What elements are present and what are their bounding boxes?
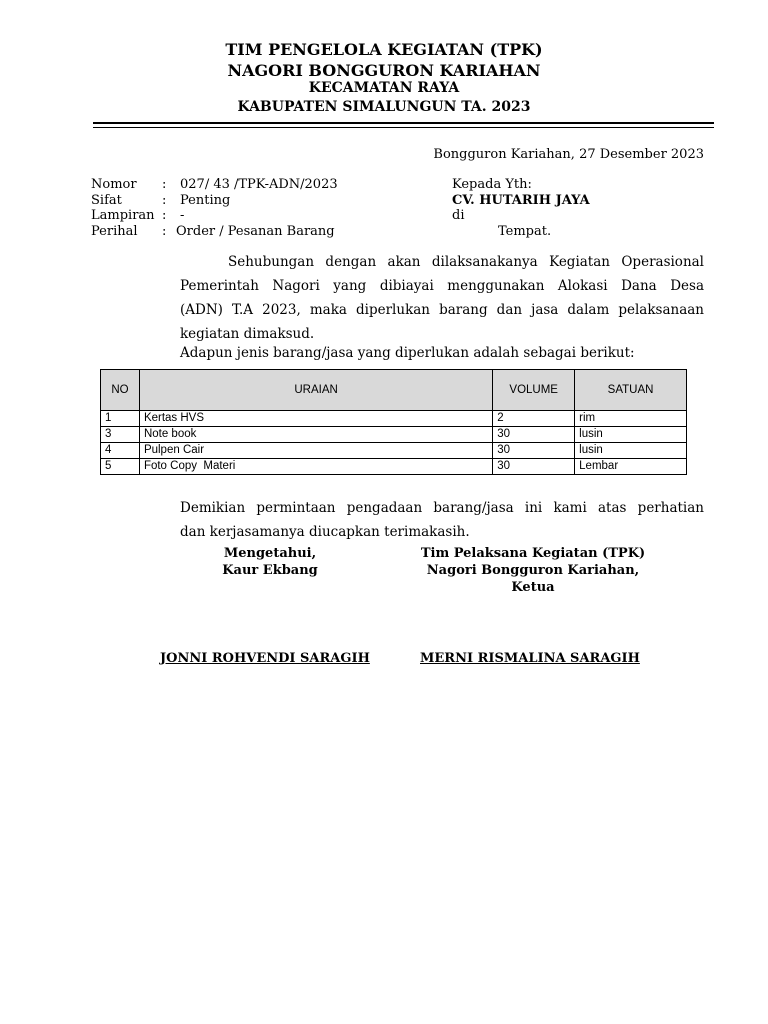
cell-volume: 30 bbox=[493, 427, 575, 443]
body-line: Pemerintah Nagori yang dibiayai menggunakan Alokasi Dana Desa bbox=[180, 278, 704, 294]
table-header-row bbox=[101, 370, 687, 411]
letterhead-kecamatan: KECAMATAN RAYA bbox=[308, 80, 460, 96]
body-line: (ADN) T.A 2023, maka diperlukan barang dan jasa dalam pelaksanaan bbox=[180, 302, 704, 318]
body-line: kegiatan dimaksud. bbox=[180, 326, 315, 342]
recipient-name: CV. HUTARIH JAYA bbox=[452, 193, 590, 208]
cell-volume: 30 bbox=[493, 443, 575, 459]
meta-label-lampiran: Lampiran bbox=[91, 208, 155, 223]
signature-right-line1: Tim Pelaksana Kegiatan (TPK) bbox=[420, 546, 646, 561]
cell-uraian: Note book bbox=[139, 427, 492, 443]
cell-no: 5 bbox=[101, 459, 140, 475]
meta-value-perihal: Order / Pesanan Barang bbox=[176, 224, 335, 239]
cell-satuan: lusin bbox=[575, 443, 687, 459]
table-row bbox=[101, 427, 687, 443]
meta-label-perihal: Perihal bbox=[91, 224, 138, 239]
signature-right-line2: Nagori Bongguron Kariahan, bbox=[426, 563, 640, 578]
table-header-uraian: URAIAN bbox=[139, 370, 492, 411]
recipient-salutation: Kepada Yth: bbox=[452, 177, 532, 192]
cell-satuan: rim bbox=[575, 411, 687, 427]
items-table bbox=[100, 369, 687, 475]
signature-left-line1: Mengetahui, bbox=[223, 546, 317, 561]
cell-no: 3 bbox=[101, 427, 140, 443]
meta-label-nomor: Nomor bbox=[91, 177, 137, 192]
body-line: Demikian permintaan pengadaan barang/jasa ini kami atas perhatian bbox=[180, 500, 704, 516]
letterhead-nagori: NAGORI BONGGURON KARIAHAN bbox=[227, 61, 541, 80]
cell-uraian: Pulpen Cair bbox=[139, 443, 492, 459]
signature-left-line2: Kaur Ekbang bbox=[222, 563, 318, 578]
signature-right-block bbox=[398, 545, 668, 596]
meta-value-lampiran: - bbox=[180, 208, 185, 223]
body-line: Sehubungan dengan akan dilaksanakanya Kegiatan Operasional bbox=[228, 254, 704, 270]
table-header-volume: VOLUME bbox=[493, 370, 575, 411]
body-paragraph-list-intro: Adapun jenis barang/jasa yang diperlukan adalah sebagai berikut: bbox=[180, 345, 635, 361]
signature-right-name: MERNI RISMALINA SARAGIH bbox=[420, 651, 640, 666]
cell-volume: 30 bbox=[493, 459, 575, 475]
letterhead-kabupaten: KABUPATEN SIMALUNGUN TA. 2023 bbox=[237, 99, 531, 115]
letterhead-divider-thin bbox=[93, 127, 714, 128]
table-row bbox=[101, 443, 687, 459]
table-header-satuan: SATUAN bbox=[575, 370, 687, 411]
cell-volume: 2 bbox=[493, 411, 575, 427]
signature-left-name: JONNI ROHVENDI SARAGIH bbox=[160, 651, 370, 666]
meta-label-sifat: Sifat bbox=[91, 193, 122, 208]
recipient-place: Tempat. bbox=[498, 224, 552, 239]
meta-colon: : bbox=[162, 224, 167, 239]
meta-colon: : bbox=[162, 177, 167, 192]
cell-satuan: lusin bbox=[575, 427, 687, 443]
meta-colon: : bbox=[162, 208, 167, 223]
table-row bbox=[101, 411, 687, 427]
recipient-di: di bbox=[452, 208, 465, 223]
letterhead-title: TIM PENGELOLA KEGIATAN (TPK) bbox=[225, 40, 543, 59]
signature-left-block bbox=[190, 545, 350, 579]
cell-satuan: Lembar bbox=[575, 459, 687, 475]
body-paragraph-closing bbox=[180, 496, 704, 544]
cell-no: 1 bbox=[101, 411, 140, 427]
meta-colon: : bbox=[162, 193, 167, 208]
body-paragraph-intro bbox=[180, 250, 704, 346]
body-line: dan kerjasamanya diucapkan terimakasih. bbox=[180, 524, 470, 540]
letter-date: Bongguron Kariahan, 27 Desember 2023 bbox=[433, 147, 704, 162]
cell-uraian: Foto Copy Materi bbox=[139, 459, 492, 475]
meta-value-nomor: 027/ 43 /TPK-ADN/2023 bbox=[180, 177, 338, 192]
letterhead-divider-thick bbox=[93, 122, 714, 124]
cell-no: 4 bbox=[101, 443, 140, 459]
table-header-no: NO bbox=[101, 370, 140, 411]
meta-value-sifat: Penting bbox=[180, 193, 231, 208]
table-row bbox=[101, 459, 687, 475]
cell-uraian: Kertas HVS bbox=[139, 411, 492, 427]
signature-right-line3: Ketua bbox=[511, 580, 555, 595]
